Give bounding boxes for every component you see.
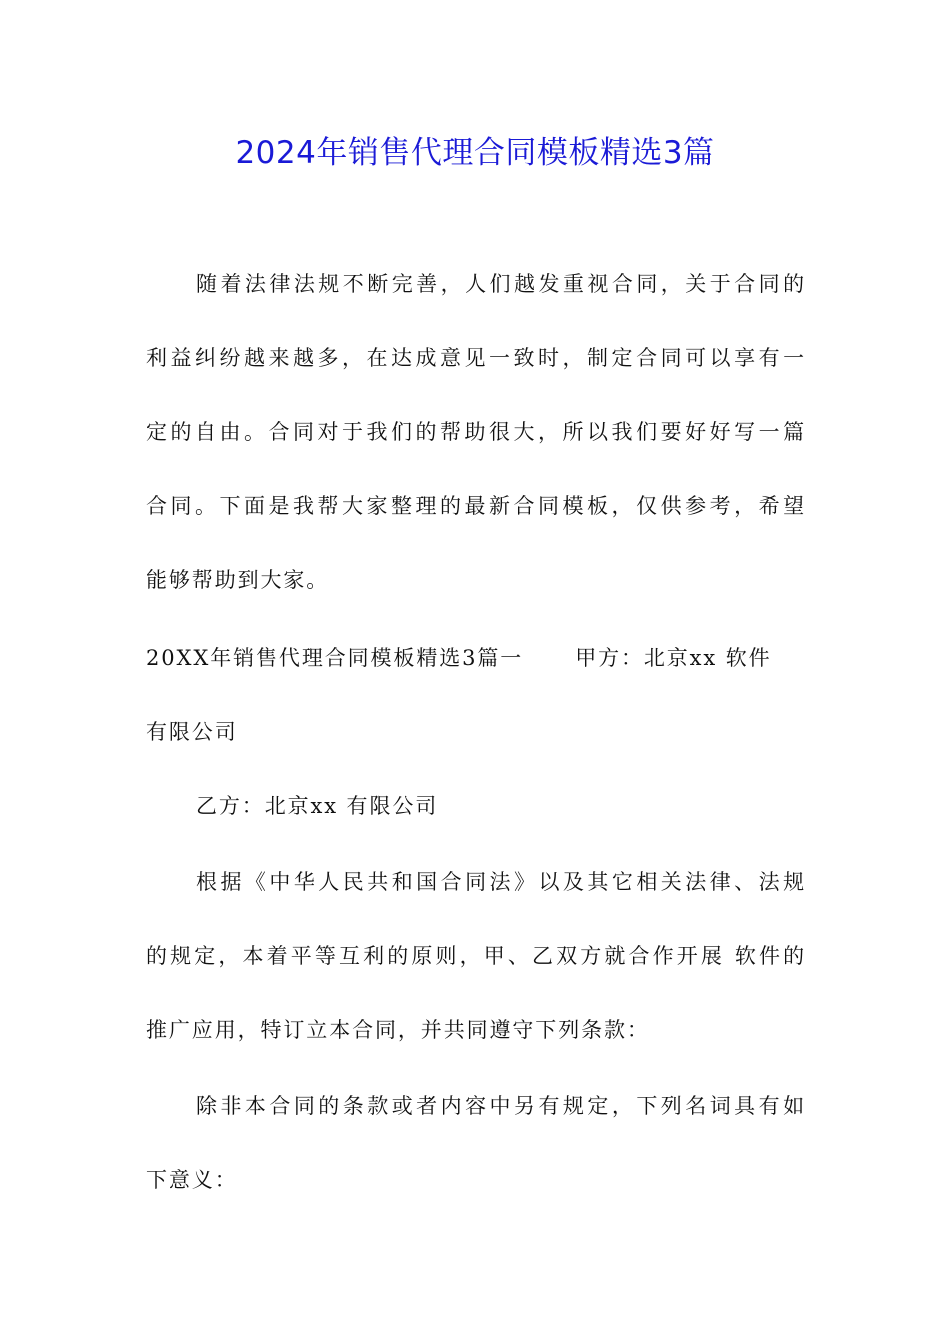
- paragraph-line: 下意义：: [146, 1168, 238, 1192]
- paragraph-line: 有限公司: [146, 720, 238, 744]
- paragraph-line: 利益纠纷越来越多，在达成意见一致时，制定合同可以享有一: [146, 346, 806, 370]
- paragraph-line: 根据《中华人民共和国合同法》以及其它相关法律、法规: [196, 870, 806, 894]
- paragraph-line: 合同。下面是我帮大家整理的最新合同模板，仅供参考，希望: [146, 494, 806, 518]
- party-a-label: 甲方：北京xx 软件: [575, 646, 772, 670]
- paragraph-line: 随着法律法规不断完善，人们越发重视合同，关于合同的: [196, 272, 806, 296]
- paragraph-line: 的规定，本着平等互利的原则，甲、乙双方就合作开展 软件的: [146, 944, 806, 968]
- paragraph-line: 推广应用，特订立本合同，并共同遵守下列条款：: [146, 1018, 650, 1042]
- paragraph-line: 能够帮助到大家。: [146, 568, 330, 592]
- paragraph-line: 除非本合同的条款或者内容中另有规定，下列名词具有如: [196, 1094, 806, 1118]
- paragraph-line: 定的自由。合同对于我们的帮助很大，所以我们要好好写一篇: [146, 420, 806, 444]
- section-heading: 20XX年销售代理合同模板精选3篇一: [146, 646, 524, 670]
- document-title: 2024年销售代理合同模板精选3篇: [235, 135, 715, 171]
- section-heading-line: [146, 640, 806, 676]
- party-b-line: 乙方：北京xx 有限公司: [196, 794, 439, 818]
